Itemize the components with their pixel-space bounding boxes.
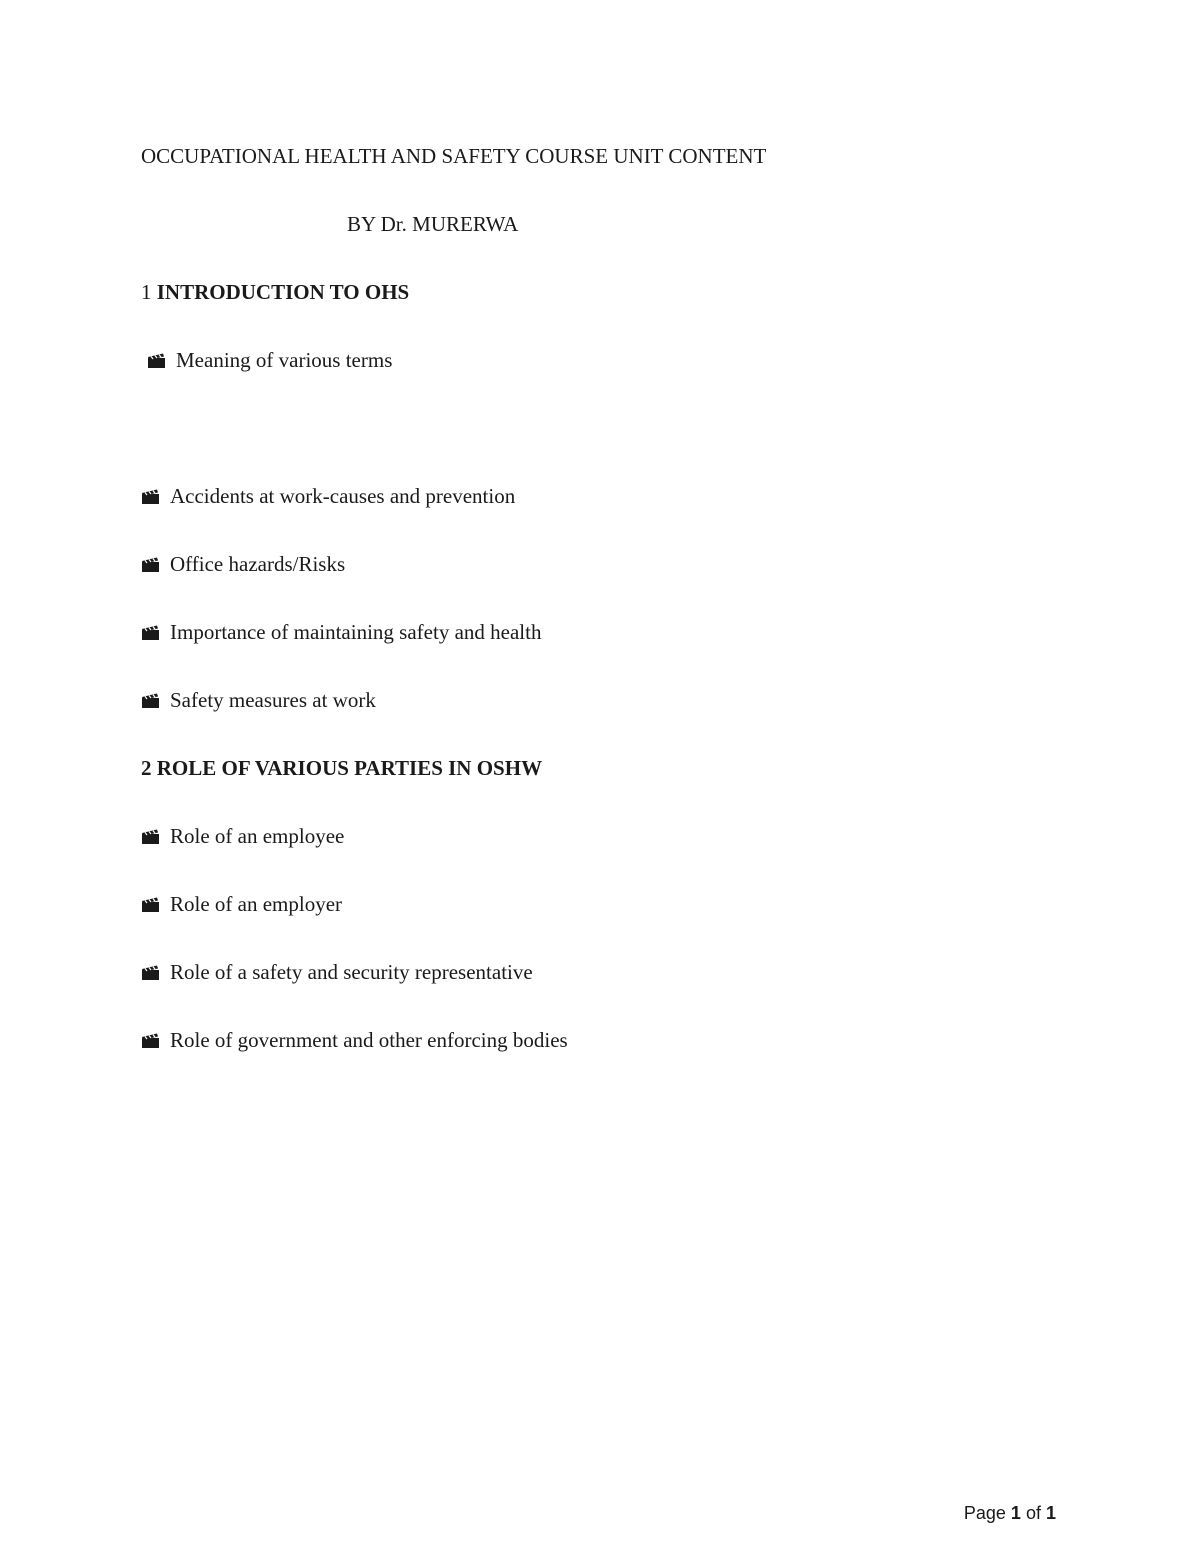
section-title: INTRODUCTION TO OHS [156,280,410,304]
list-item-text: Role of an employee [170,824,345,848]
clapperboard-icon [141,965,160,981]
of-word: of [1025,1503,1041,1523]
list-item-text: Importance of maintaining safety and health [170,620,542,644]
list-item-text: Meaning of various terms [176,348,393,372]
section-heading-2 [141,755,542,781]
clapperboard-icon [147,353,166,369]
document-author: BY Dr. MURERWA [347,212,519,236]
clapperboard-icon [141,829,160,845]
section-title: ROLE OF VARIOUS PARTIES IN OSHW [156,756,543,780]
list-item-text: Safety measures at work [170,688,376,712]
list-item-text: Accidents at work-causes and prevention [170,484,516,508]
list-item [141,687,376,713]
list-item [141,1027,568,1053]
clapperboard-icon [141,693,160,709]
clapperboard-icon [141,625,160,641]
list-item [141,891,342,917]
section-number: 1 [141,280,152,304]
page-footer [964,1502,1056,1524]
list-item-text: Office hazards/Risks [170,552,346,576]
clapperboard-icon [141,897,160,913]
section-number: 2 [141,756,152,780]
current-page-number: 1 [1010,1503,1021,1523]
list-item [141,823,344,849]
list-item-text: Role of an employer [170,892,343,916]
section-heading-1 [141,279,409,305]
total-pages-number: 1 [1045,1503,1056,1523]
clapperboard-icon [141,489,160,505]
list-item [141,551,345,577]
clapperboard-icon [141,1033,160,1049]
document-title: OCCUPATIONAL HEALTH AND SAFETY COURSE UNIT CONTENT [141,144,767,168]
clapperboard-icon [141,557,160,573]
page-word: Page [963,1503,1006,1523]
list-item [147,347,392,373]
list-item [141,959,533,985]
list-item [141,483,515,509]
list-item [141,619,541,645]
list-item-text: Role of a safety and security representative [170,960,533,984]
list-item-text: Role of government and other enforcing bodies [170,1028,568,1052]
